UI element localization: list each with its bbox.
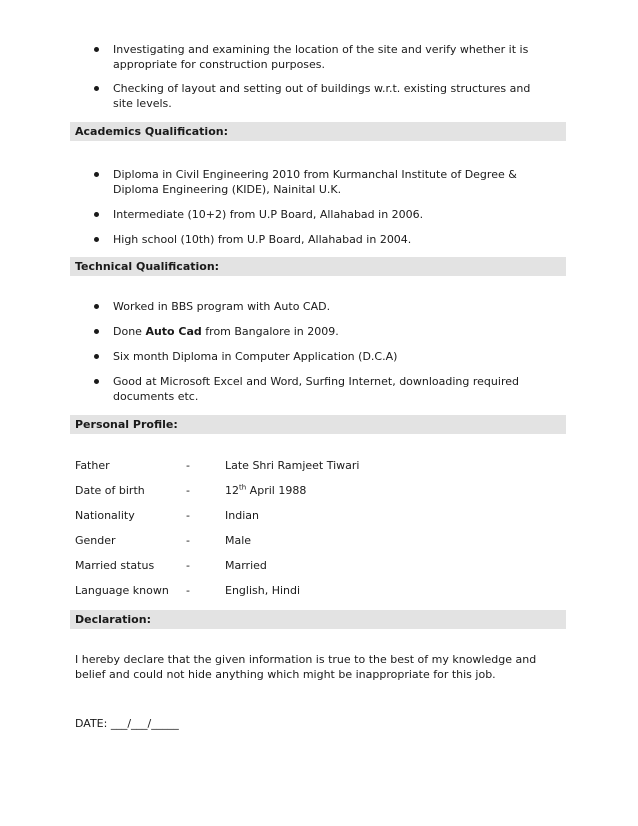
technical-item (92, 299, 552, 314)
technical-item (92, 374, 552, 404)
profile-separator: - (186, 459, 190, 472)
profile-label: Gender (75, 534, 116, 547)
profile-value-suffix: April 1988 (246, 484, 307, 497)
profile-value-text: Male (225, 534, 252, 547)
profile-separator: - (186, 509, 190, 522)
profile-separator: - (186, 484, 190, 497)
profile-label: Nationality (75, 509, 135, 522)
academics-list (92, 167, 552, 247)
declaration-heading: Declaration: (70, 610, 566, 629)
declaration-text: I hereby declare that the given information is true to the best of my knowledge and belief and could not hide anything which might be inappropriate for this job. (75, 653, 537, 681)
profile-value (225, 583, 300, 599)
academics-heading: Academics Qualification: (70, 122, 566, 141)
experience-item: Investigating and examining the location of the site and verify whether it is appropriate for construction purposes. (92, 42, 552, 72)
profile-value-text: 12 (225, 484, 239, 497)
profile-value-text: English, Hindi (225, 584, 301, 597)
technical-item-text: Good at Microsoft Excel and Word, Surfing Internet, downloading required documents etc. (113, 375, 519, 403)
technical-item (92, 349, 552, 364)
academics-item: Diploma in Civil Engineering 2010 from Kurmanchal Institute of Degree & Diploma Engineering (KIDE), Nainital U.K. (92, 167, 552, 197)
profile-value-text: Married (225, 559, 267, 572)
technical-item-text-end: from Bangalore in 2009. (201, 325, 339, 338)
profile-separator: - (186, 584, 190, 597)
technical-item-text: Six month Diploma in Computer Application (D.C.A) (113, 350, 398, 363)
technical-heading: Technical Qualification: (70, 257, 566, 276)
experience-list (92, 42, 552, 111)
technical-item-text: Done (113, 325, 146, 338)
profile-value-superscript: th (239, 483, 247, 492)
profile-value-text: Indian (225, 509, 259, 522)
technical-item-emphasis: Auto Cad (145, 325, 202, 338)
technical-item (92, 324, 552, 339)
personal-profile-heading: Personal Profile: (70, 415, 566, 434)
academics-item: High school (10th) from U.P Board, Allahabad in 2004. (92, 232, 552, 247)
technical-item-text: Worked in BBS program with Auto CAD. (113, 300, 331, 313)
profile-separator: - (186, 559, 190, 572)
profile-label: Language known (75, 584, 169, 597)
academics-item: Intermediate (10+2) from U.P Board, Allahabad in 2006. (92, 207, 552, 222)
profile-value-text: Late Shri Ramjeet Tiwari (225, 459, 360, 472)
technical-list (92, 299, 552, 404)
profile-value (225, 458, 360, 474)
profile-label: Father (75, 459, 110, 472)
profile-label: Married status (75, 559, 155, 572)
profile-separator: - (186, 534, 190, 547)
profile-value (225, 483, 306, 499)
profile-label: Date of birth (75, 484, 145, 497)
profile-value (225, 508, 259, 524)
profile-value (225, 533, 251, 549)
experience-item: Checking of layout and setting out of buildings w.r.t. existing structures and site levels. (92, 81, 552, 111)
profile-value (225, 558, 267, 574)
date-line: DATE: ___/___/_____ (75, 717, 179, 730)
